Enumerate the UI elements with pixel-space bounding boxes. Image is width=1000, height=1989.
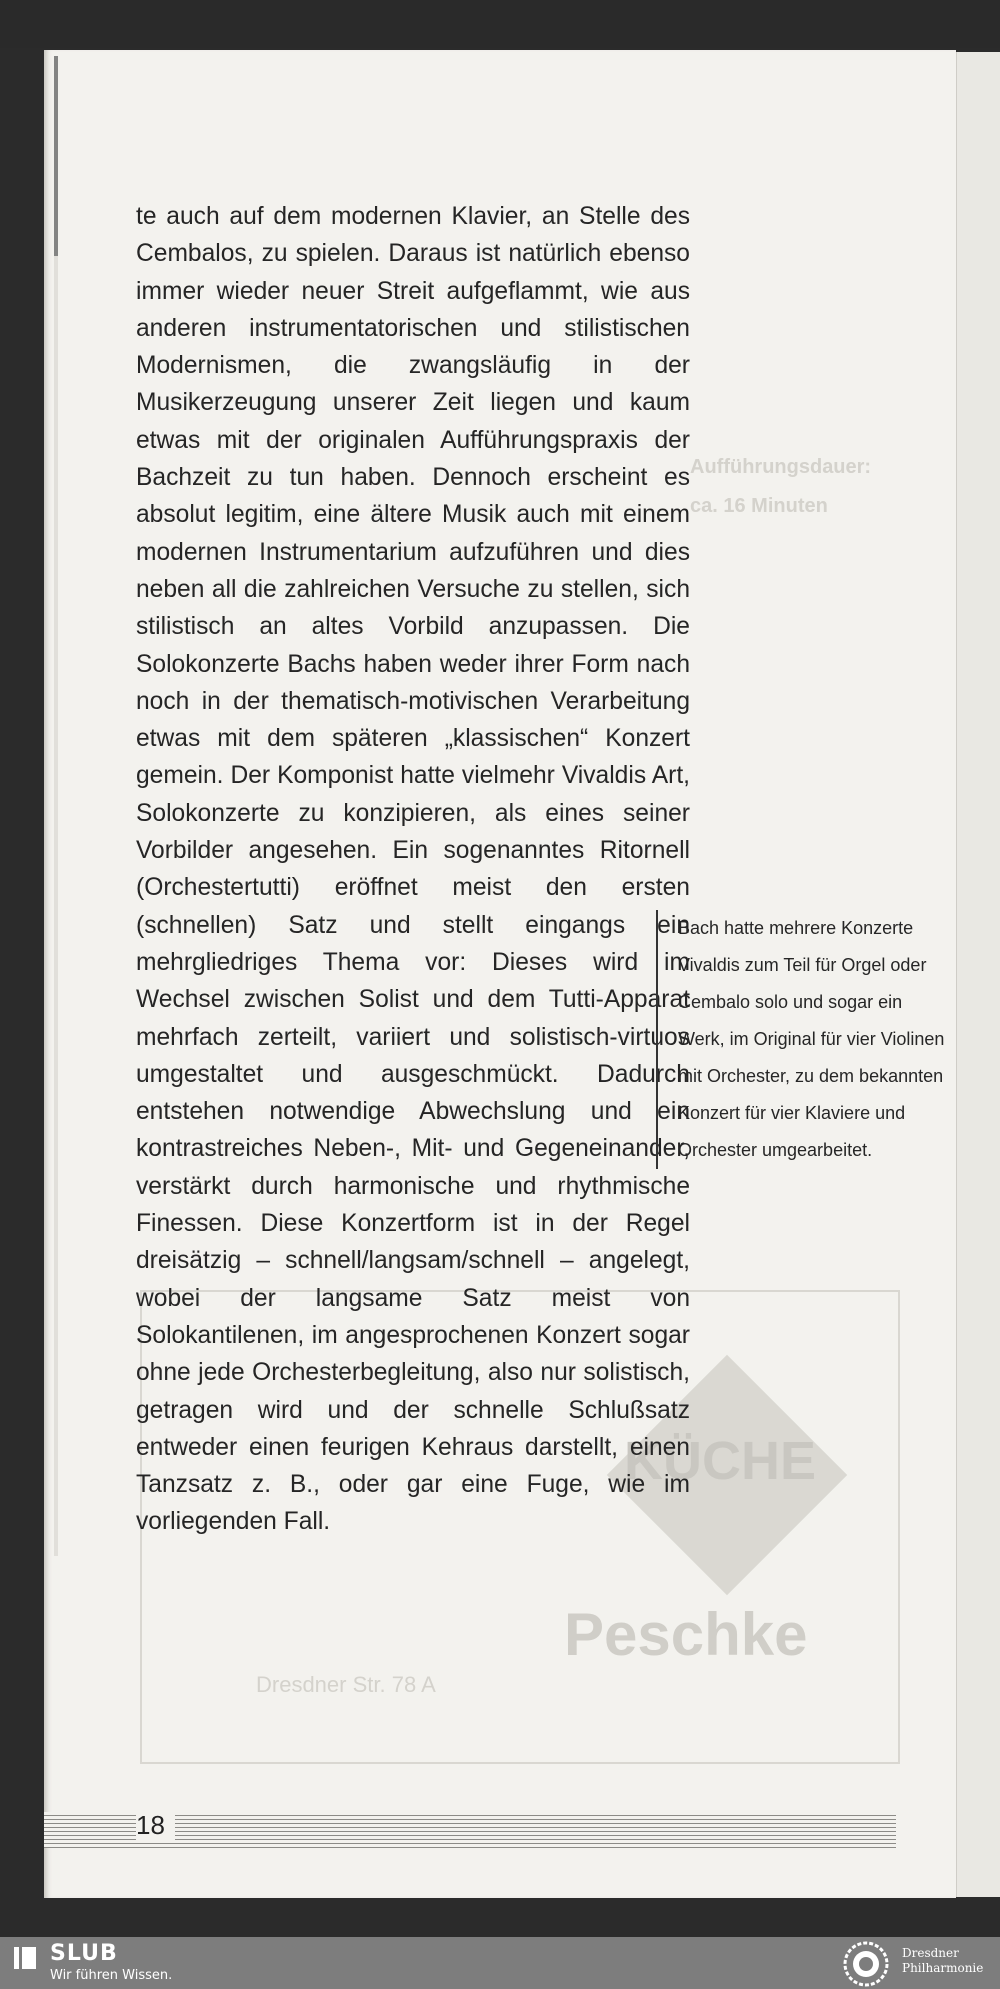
philharmonie-logo-icon xyxy=(842,1940,890,1988)
show-through-duration-label: Aufführungsdauer: xyxy=(690,456,872,478)
next-page-edge xyxy=(955,52,1000,1897)
orchestra-name-line1: Dresdner xyxy=(902,1946,959,1960)
orchestra-name-line2: Philharmonie xyxy=(902,1961,984,1975)
page-spine-shadow xyxy=(54,56,58,1556)
show-through-advert-address: Dresdner Str. 78 A xyxy=(256,1672,436,1697)
viewer-footer-bar xyxy=(0,1937,1000,1989)
show-through-advert-brand: KÜCHE xyxy=(624,1431,817,1491)
book-page xyxy=(44,50,956,1898)
slub-logo-icon xyxy=(12,1945,38,1971)
body-paragraph: te auch auf dem modernen Klavier, an Stelle des Cembalos, zu spielen. Daraus ist natürlich ebenso immer wieder neuer Streit aufgeflammt, wie aus anderen instrumentatorischen und stilistischen Modernismen, die zwangsläufig in der Musikerzeugung unserer Zeit liegen und kaum etwas mit der originalen Aufführungspraxis der Bachzeit zu tun haben. Dennoch erscheint es absolut legitim, eine ältere Musik auch mit einem modernen Instrumentarium aufzuführen und dies neben all die zahlreichen Versuche zu stellen, sich stilistisch an altes Vorbild anzupassen. Die Solokonzerte Bachs haben weder ihrer Form nach noch in der thematisch-motivischen Verarbeitung etwas mit dem späteren „klassischen“ Konzert gemein. Der Komponist hatte vielmehr Vivaldis Art, Solokonzerte zu konzipieren, als eines seiner Vorbilder angesehen. Ein sogenanntes Ritornell (Orchestertutti) eröffnet meist den ersten (schnellen) Satz und stellt eingangs ein mehrgliedriges Thema vor: Dieses wird im Wechsel zwischen Solist und dem Tutti-Apparat mehrfach zerteilt, variiert und solistisch-virtuos umgestaltet und ausgeschmückt. Dadurch entstehen notwendige Abwechslung und ein kontrastreiches Neben-, Mit- und Gegeneinander, verstärkt durch harmonische und rhythmische Finessen. Diese Konzertform ist in der Regel dreisätzig – schnell/langsam/schnell – angelegt, wobei der langsame Satz meist von Solokantilenen, im angesprochenen Konzert sogar ohne jede Orchesterbegleitung, also nur solistisch, getragen wird und der schnelle Schlußsatz entweder einen feurigen Kehraus darstellt, einen Tanzsatz z. B., oder gar eine Fuge, wie im vorliegenden Fall. xyxy=(136,203,690,1536)
library-tagline: Wir führen Wissen. xyxy=(50,1968,173,1983)
library-name[interactable]: SLUB xyxy=(50,1941,118,1966)
margin-note-text: Bach hatte mehrere Konzerte Vivaldis zum Teil für Orgel oder Cembalo solo und sogar ein Werk, im Original für vier Violinen mit Orchester, zu dem bekannten Konzert für vier Klaviere und Orchester umgearbeitet. xyxy=(678,918,945,1160)
show-through-advert-name: Peschke xyxy=(564,1601,808,1668)
scan-background-top xyxy=(0,0,1000,48)
margin-note xyxy=(656,910,948,1169)
page-number: 18 xyxy=(136,1810,175,1841)
orchestra-name[interactable] xyxy=(902,1946,998,1976)
show-through-duration-value: ca. 16 Minuten xyxy=(690,495,828,517)
body-text-column xyxy=(136,198,690,1541)
